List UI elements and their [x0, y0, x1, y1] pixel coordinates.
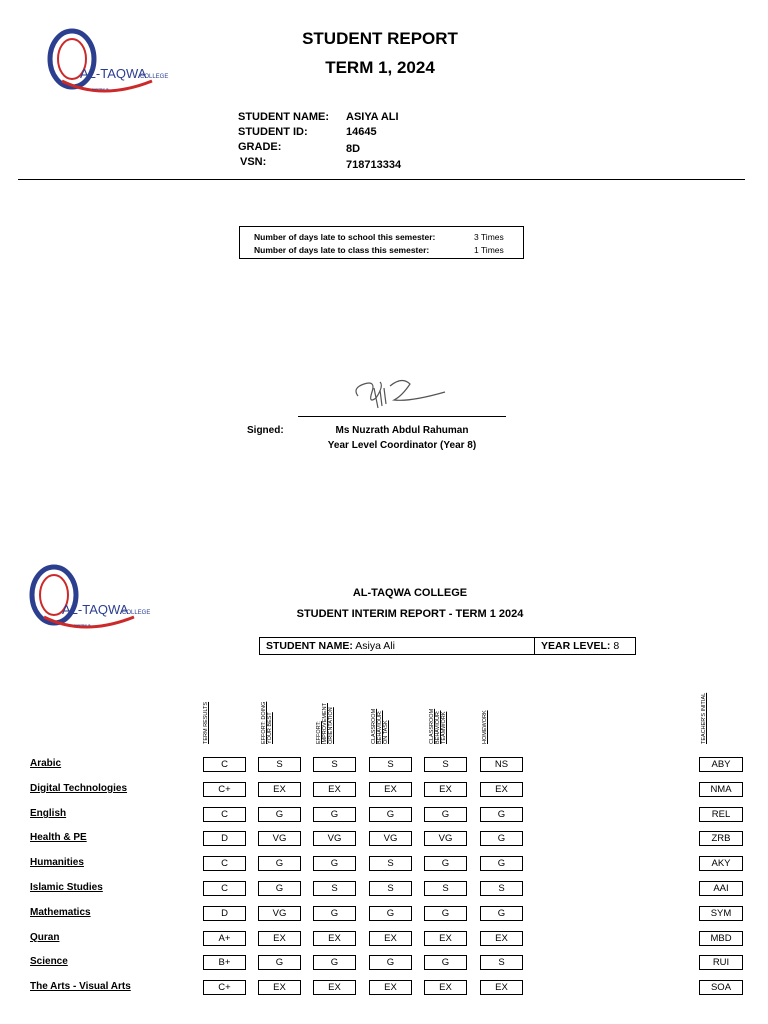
teacher-initial-cell: ZRB [699, 831, 743, 846]
grade-cell: G [480, 807, 523, 822]
vsn-value: 718713334 [346, 159, 402, 171]
grade-cell: VG [258, 906, 301, 921]
svg-text:COLLEGE: COLLEGE [122, 610, 151, 616]
grade-cell: EX [424, 782, 467, 797]
signed-label: Signed: [247, 425, 284, 436]
late-school-row [254, 232, 514, 242]
grade-label: GRADE: [238, 141, 282, 153]
interim-college: AL-TAQWA COLLEGE [352, 587, 468, 599]
grade-cell: B+ [203, 955, 246, 970]
grade-cell: VG [369, 831, 412, 846]
teacher-initial-cell: MBD [699, 931, 743, 946]
grade-cell: VG [424, 831, 467, 846]
grade-cell: EX [424, 931, 467, 946]
grade-cell: EX [258, 931, 301, 946]
teacher-initial-cell: SOA [699, 980, 743, 995]
interim-student-name-box [259, 637, 535, 655]
subject-label: Arabic [30, 758, 62, 769]
teacher-initial-cell: RUI [699, 955, 743, 970]
grade-cell: C [203, 757, 246, 772]
grade-cell: EX [313, 980, 356, 995]
signature-image [350, 374, 450, 412]
grade-cell: S [313, 757, 356, 772]
header-divider [18, 179, 745, 180]
grade-cell: G [258, 881, 301, 896]
student-name-value: ASIYA ALI [346, 111, 399, 123]
attendance-box [239, 226, 524, 259]
teacher-initial-cell: ABY [699, 757, 743, 772]
grade-cell: G [258, 955, 301, 970]
grade-cell: G [313, 955, 356, 970]
grade-cell: C [203, 856, 246, 871]
grade-cell: EX [480, 980, 523, 995]
grade-cell: A+ [203, 931, 246, 946]
svg-text:AUSTRALIA: AUSTRALIA [92, 87, 109, 91]
grade-value: 8D [346, 143, 361, 155]
grade-cell: G [480, 906, 523, 921]
subject-label: Humanities [30, 857, 84, 868]
signatory-name: Ms Nuzrath Abdul Rahuman [335, 425, 469, 436]
grade-cell: G [424, 955, 467, 970]
late-class-row [254, 245, 514, 255]
late-school-value: 3 Times [474, 232, 504, 242]
late-class-label: Number of days late to class this semester: [254, 245, 430, 255]
grade-cell: G [424, 807, 467, 822]
grade-cell: G [369, 906, 412, 921]
grade-cell: G [424, 856, 467, 871]
vsn-label: VSN: [240, 156, 267, 168]
grade-cell: G [480, 856, 523, 871]
subject-label: Science [30, 956, 68, 967]
grade-cell: EX [313, 782, 356, 797]
grade-cell: S [424, 757, 467, 772]
year-level-label: YEAR LEVEL: [541, 640, 611, 652]
grade-cell: EX [369, 782, 412, 797]
svg-text:COLLEGE: COLLEGE [140, 74, 169, 80]
col-behaviour-teamwork: CLASSROOM BEHAVIOUR: TEAMWORK [429, 708, 447, 744]
subject-label: The Arts - Visual Arts [30, 981, 131, 992]
grade-cell: S [369, 757, 412, 772]
svg-text:AL-TAQWA: AL-TAQWA [80, 66, 147, 81]
grade-cell: EX [480, 931, 523, 946]
student-name-label: STUDENT NAME: [238, 111, 330, 123]
year-level-box [534, 637, 636, 655]
grade-cell: EX [313, 931, 356, 946]
subject-label: Health & PE [30, 832, 87, 843]
grade-cell: EX [369, 931, 412, 946]
grade-cell: C+ [203, 980, 246, 995]
grade-cell: S [369, 856, 412, 871]
col-effort-improvement: EFFORT: IMPROVEMENT ORIENTATION [316, 703, 334, 744]
grade-cell: C [203, 881, 246, 896]
grade-cell: C+ [203, 782, 246, 797]
grade-cell: G [424, 906, 467, 921]
grade-cell: G [313, 856, 356, 871]
grade-cell: G [258, 856, 301, 871]
grade-cell: G [369, 807, 412, 822]
svg-text:AUSTRALIA: AUSTRALIA [74, 623, 91, 627]
college-logo [42, 26, 172, 96]
grade-cell: S [480, 955, 523, 970]
col-teacher-initial: TEACHER'S INITIAL [701, 692, 707, 744]
grade-cell: G [313, 807, 356, 822]
grade-cell: NS [480, 757, 523, 772]
col-homework: HOMEWORK [482, 710, 488, 744]
grade-cell: EX [480, 782, 523, 797]
teacher-initial-cell: REL [699, 807, 743, 822]
grade-cell: EX [369, 980, 412, 995]
grade-cell: EX [424, 980, 467, 995]
grade-cell: G [480, 831, 523, 846]
interim-title: STUDENT INTERIM REPORT - TERM 1 2024 [296, 608, 524, 620]
grade-cell: S [369, 881, 412, 896]
year-level-value: 8 [613, 640, 620, 652]
late-class-value: 1 Times [474, 245, 504, 255]
grade-cell: EX [258, 980, 301, 995]
report-title: STUDENT REPORT [302, 29, 458, 48]
col-effort-best: EFFORT: DOING YOUR BEST [261, 701, 273, 744]
grade-cell: VG [258, 831, 301, 846]
teacher-initial-cell: NMA [699, 782, 743, 797]
signature-line [298, 416, 506, 417]
subject-label: Islamic Studies [30, 882, 103, 893]
grade-cell: D [203, 831, 246, 846]
grade-cell: S [480, 881, 523, 896]
signatory-role: Year Level Coordinator (Year 8) [327, 440, 477, 451]
subject-label: Digital Technologies [30, 783, 128, 794]
grade-cell: VG [313, 831, 356, 846]
college-logo-interim [24, 562, 154, 632]
teacher-initial-cell: AAI [699, 881, 743, 896]
teacher-initial-cell: SYM [699, 906, 743, 921]
col-term-results: TERM RESULTS [203, 701, 209, 744]
interim-student-label: STUDENT NAME: [266, 640, 353, 652]
grade-cell: C [203, 807, 246, 822]
subject-label: Mathematics [30, 907, 91, 918]
svg-text:AL-TAQWA: AL-TAQWA [62, 602, 129, 617]
teacher-initial-cell: AKY [699, 856, 743, 871]
late-school-label: Number of days late to school this semester: [254, 232, 436, 242]
interim-student-value: Asiya Ali [355, 640, 395, 652]
grade-cell: S [258, 757, 301, 772]
student-id-value: 14645 [346, 126, 377, 138]
grade-cell: D [203, 906, 246, 921]
grade-cell: G [313, 906, 356, 921]
grade-cell: G [258, 807, 301, 822]
subject-label: English [30, 808, 67, 819]
col-behaviour-on-task: CLASSROOM BEHAVIOUR: ON TASK [371, 708, 389, 744]
grade-cell: G [369, 955, 412, 970]
student-id-label: STUDENT ID: [238, 126, 308, 138]
report-term: TERM 1, 2024 [325, 58, 435, 77]
grade-cell: S [313, 881, 356, 896]
grade-cell: EX [258, 782, 301, 797]
grade-cell: S [424, 881, 467, 896]
subject-label: Quran [30, 932, 60, 943]
